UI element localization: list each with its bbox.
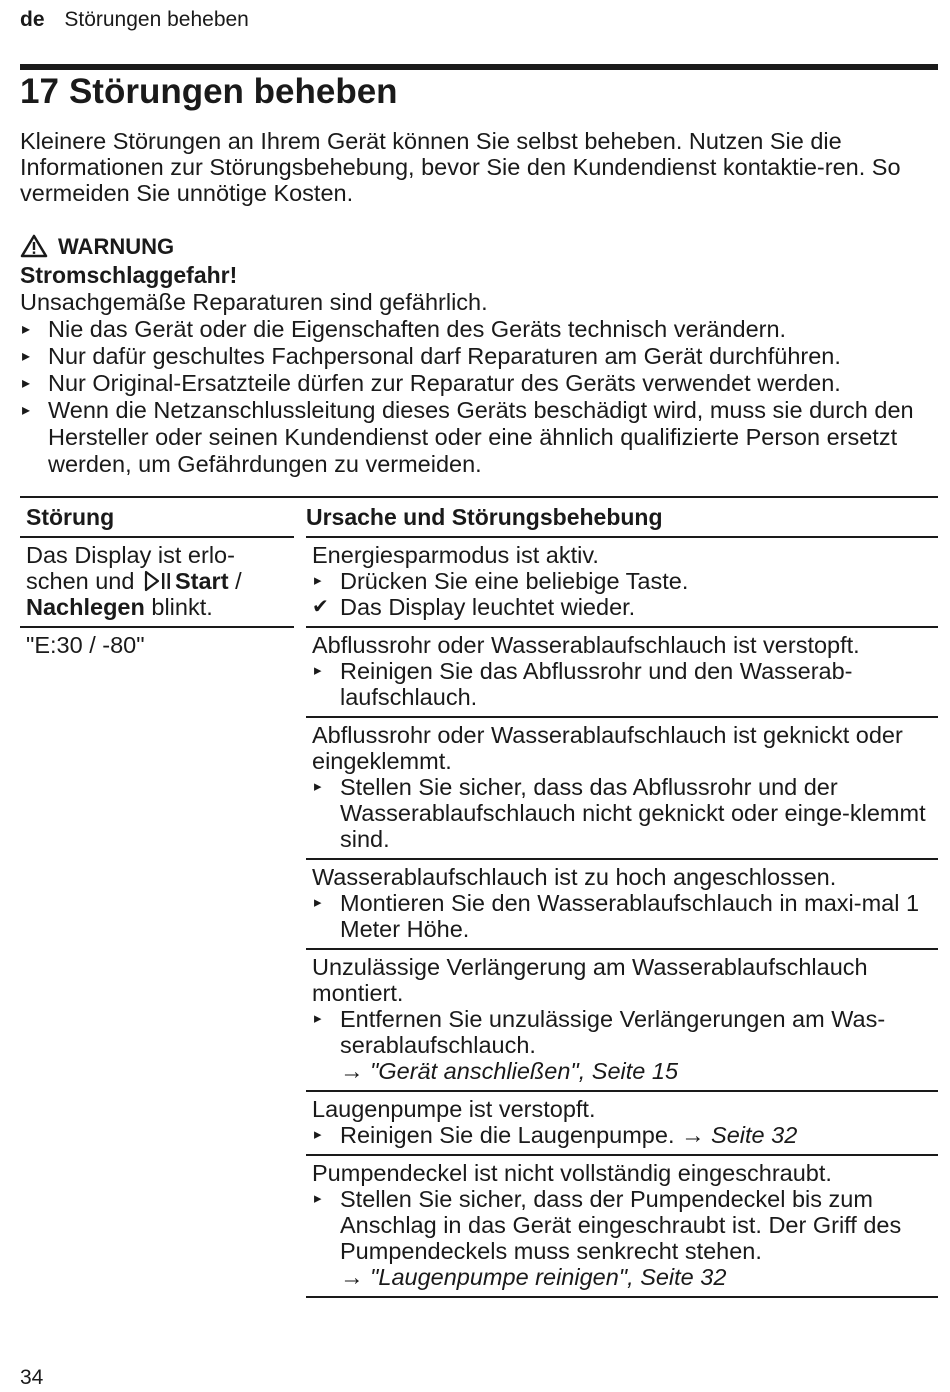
header-title: Störungen beheben <box>64 8 249 31</box>
warning-text: Unsachgemäße Reparaturen sind gefährlich. <box>20 289 488 315</box>
warning-triangle-icon <box>20 234 48 258</box>
column-header-cause: Ursache und Störungsbehebung <box>300 497 938 537</box>
warning-label: WARNUNG <box>58 233 175 259</box>
nachlegen-label: Nachlegen <box>26 594 145 620</box>
result-item: ✔ Das Display leuchtet wieder. <box>312 594 636 620</box>
list-item: ▸ Nur Original-Ersatzteile dürfen zur Reparatur des Geräts verwendet werden. <box>22 370 841 396</box>
table-row <box>20 537 938 627</box>
action-item: ▸ Entfernen Sie unzulässige Verlängerungen am Was-serablaufschlauch. → "Gerät anschließen", Seite 15 <box>312 1006 932 1084</box>
list-item: ▸ Nie das Gerät oder die Eigenschaften des Geräts technisch verändern. <box>22 316 787 342</box>
cross-reference[interactable]: Seite 32 <box>711 1122 798 1148</box>
warning-subtitle: Stromschlaggefahr! <box>20 262 238 288</box>
fault-cell: Das Display ist erlo-schen und Start / Nachlegen blinkt. <box>20 537 300 627</box>
triangle-right-icon: ▸ <box>314 1126 322 1143</box>
language-code: de <box>20 8 45 31</box>
action-item: ▸ Stellen Sie sicher, dass der Pumpendeckel bis zum Anschlag in das Gerät eingeschraubt ist. Der Griff des Pumpendeckels muss senkrecht stehen. → "Laugenpumpe reinigen", Seite 32 <box>312 1186 932 1290</box>
page-header <box>20 8 249 32</box>
page-number: 34 <box>20 1366 44 1389</box>
table-header-row <box>20 497 938 537</box>
triangle-right-icon: ▸ <box>314 662 322 679</box>
triangle-right-icon: ▸ <box>314 1190 322 1207</box>
cause-cell: Abflussrohr oder Wasserablaufschlauch ist verstopft. ▸ Reinigen Sie das Abflussrohr und den Wasserab-laufschlauch. <box>300 627 938 717</box>
triangle-right-icon: ▸ <box>314 572 322 589</box>
triangle-right-icon: ▸ <box>314 894 322 911</box>
intro-paragraph: Kleinere Störungen an Ihrem Gerät können Sie selbst beheben. Nutzen Sie die Informationen zur Störungsbehebung, bevor Sie den Kundendienst kontaktie-ren. So vermeiden Sie unnötige Kosten. <box>20 128 901 206</box>
checkmark-icon: ✔ <box>312 596 329 618</box>
chapter-title <box>20 70 398 114</box>
triangle-right-icon: ▸ <box>22 321 31 338</box>
cause-cell: Laugenpumpe ist verstopft. ▸ Reinigen Sie die Laugenpumpe. → Seite 32 <box>300 1091 938 1155</box>
column-header-fault: Störung <box>20 497 300 537</box>
action-item: ▸ Reinigen Sie die Laugenpumpe. → Seite 32 <box>314 1122 798 1148</box>
warning-header <box>20 230 938 262</box>
start-label: Start <box>174 568 229 594</box>
play-pause-icon <box>143 570 173 592</box>
triangle-right-icon: ▸ <box>22 375 31 392</box>
triangle-right-icon: ▸ <box>314 778 322 795</box>
list-item: ▸ Nur dafür geschultes Fachpersonal darf Reparaturen am Gerät durchführen. <box>22 343 841 369</box>
cause-cell: Unzulässige Verlängerung am Wasserablaufschlauch montiert. ▸ Entfernen Sie unzulässige Verlängerungen am Was-serablaufschlauch. → "Gerät anschließen", Seite 15 <box>300 949 938 1091</box>
cause-cell: Pumpendeckel ist nicht vollständig eingeschraubt. ▸ Stellen Sie sicher, dass der Pumpendeckel bis zum Anschlag in das Gerät eingeschraubt ist. Der Griff des Pumpendeckels muss senkrecht stehen. → "Laugenpumpe reinigen", Seite 32 <box>300 1155 938 1297</box>
cause-cell: Abflussrohr oder Wasserablaufschlauch ist geknickt oder eingeklemmt. ▸ Stellen Sie sicher, dass das Abflussrohr und der Wasserablaufschlauch nicht geknickt oder einge-klemmt sind. <box>300 717 938 859</box>
cause-cell: Wasserablaufschlauch ist zu hoch angeschlossen. ▸ Montieren Sie den Wasserablaufschlauch in maxi-mal 1 Meter Höhe. <box>300 859 938 949</box>
chapter-title-text: Störungen beheben <box>68 72 398 111</box>
chapter-number: 17 <box>20 72 59 111</box>
action-item: ▸ Reinigen Sie das Abflussrohr und den Wasserab-laufschlauch. <box>314 658 853 710</box>
fault-cell: "E:30 / -80" <box>20 627 300 1297</box>
action-item: ▸ Stellen Sie sicher, dass das Abflussrohr und der Wasserablaufschlauch nicht geknickt oder einge-klemmt sind. <box>314 774 926 852</box>
arrow-right-icon: → <box>681 1122 705 1148</box>
arrow-right-icon: → <box>340 1058 364 1084</box>
triangle-right-icon: ▸ <box>22 348 31 365</box>
troubleshooting-table <box>20 496 938 1298</box>
table-row <box>20 627 938 717</box>
action-item: ▸ Drücken Sie eine beliebige Taste. <box>314 568 689 594</box>
action-item: ▸ Montieren Sie den Wasserablaufschlauch in maxi-mal 1 Meter Höhe. <box>314 890 920 942</box>
cross-reference[interactable]: → "Gerät anschließen", Seite 15 <box>340 1058 679 1084</box>
warning-bullets <box>20 316 938 478</box>
triangle-right-icon: ▸ <box>22 402 31 419</box>
arrow-right-icon: → <box>340 1264 364 1290</box>
triangle-right-icon: ▸ <box>314 1010 322 1027</box>
warning-block <box>20 230 938 478</box>
cross-reference[interactable]: → "Laugenpumpe reinigen", Seite 32 <box>340 1264 727 1290</box>
cause-cell: Energiesparmodus ist aktiv. ▸ Drücken Sie eine beliebige Taste. ✔ Das Display leuchtet wieder. <box>300 537 938 627</box>
list-item: ▸ Wenn die Netzanschlussleitung dieses Geräts beschädigt wird, muss sie durch den Hersteller oder seinen Kundendienst oder eine ähnlich qualifizierte Person ersetzt werden, um Gefährdungen zu vermeiden. <box>22 397 914 477</box>
